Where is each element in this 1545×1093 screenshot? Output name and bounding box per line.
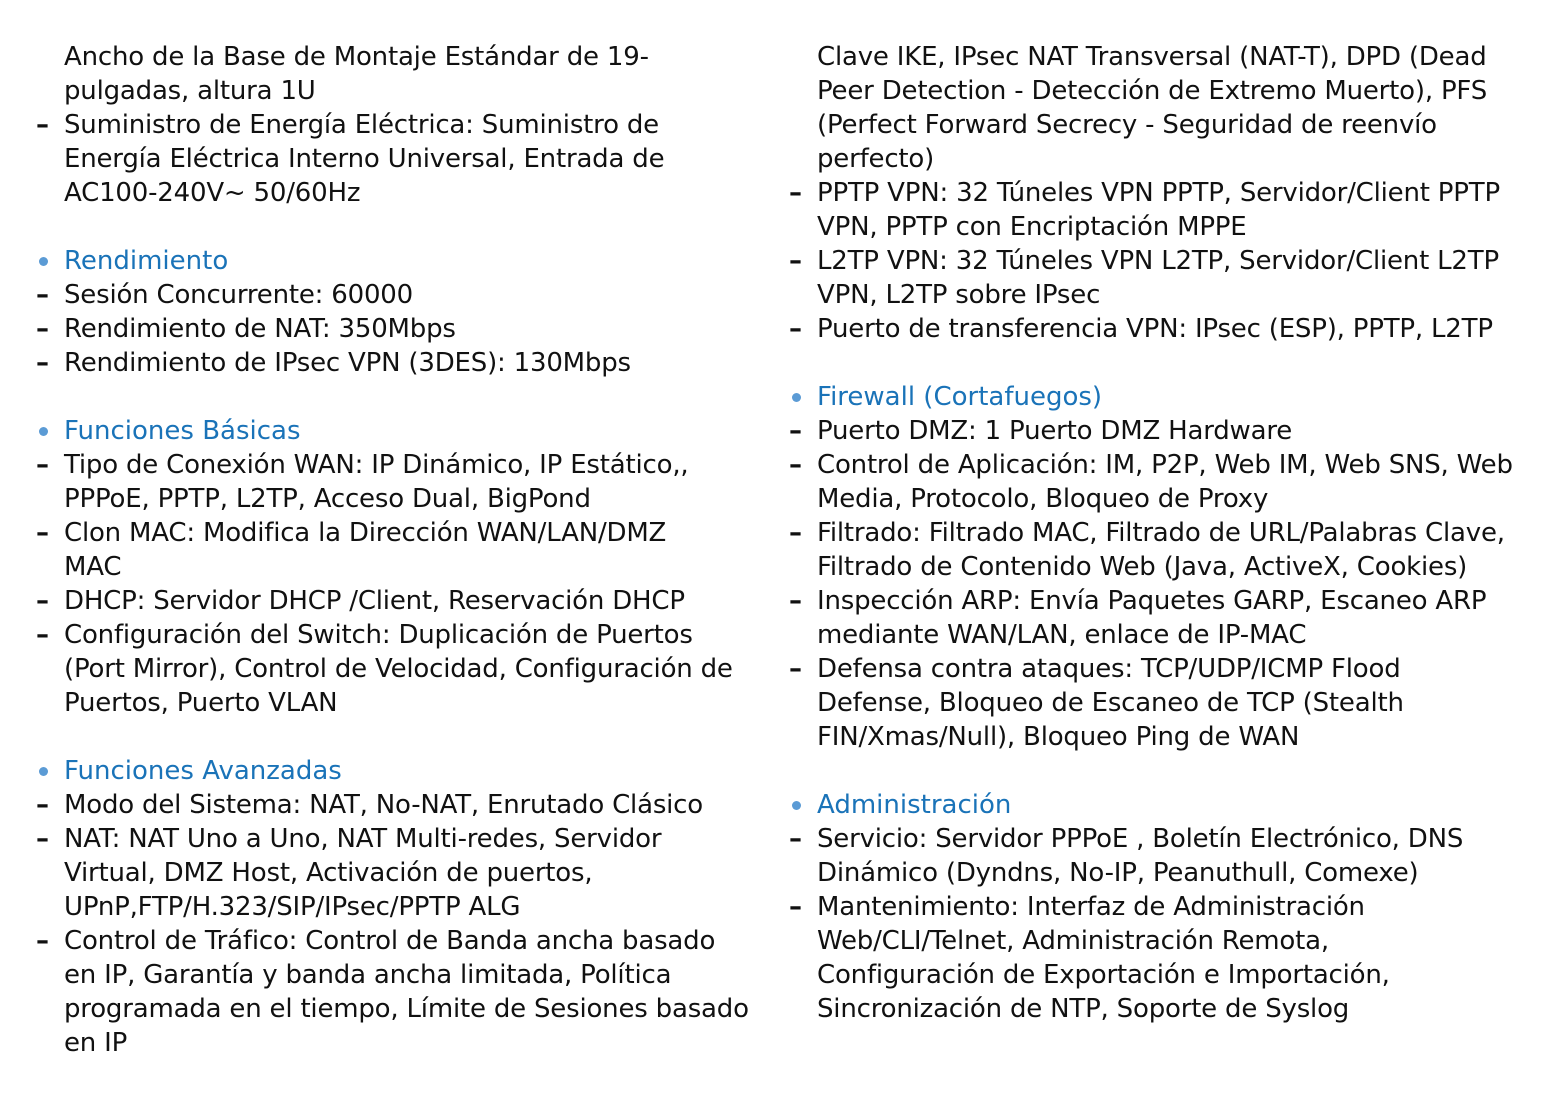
list-item: – Servicio: Servidor PPPoE , Boletín Electrónico, DNS	[787, 822, 1517, 856]
text-line: AC100-240V~ 50/60Hz	[64, 178, 361, 208]
section-heading-firewall: Firewall (Cortafuegos)	[787, 380, 1517, 414]
list-item: – Filtrado: Filtrado MAC, Filtrado de URL/Palabras Clave,	[787, 516, 1517, 550]
text-line: Configuración de Exportación e Importación,	[817, 960, 1390, 990]
list-item: – Tipo de Conexión WAN: IP Dinámico, IP Estático,,	[34, 448, 744, 482]
text-line: Energía Eléctrica Interno Universal, Entrada de	[64, 144, 665, 174]
text-line: Puertos, Puerto VLAN	[64, 688, 338, 718]
section-heading-administracion: Administración	[787, 788, 1517, 822]
list-item: – NAT: NAT Uno a Uno, NAT Multi-redes, Servidor	[34, 822, 744, 856]
bullet-icon	[792, 393, 801, 402]
list-item: – Clon MAC: Modifica la Dirección WAN/LAN/DMZ	[34, 516, 744, 550]
text-line: PPPoE, PPTP, L2TP, Acceso Dual, BigPond	[64, 484, 591, 514]
right-column	[787, 40, 1517, 1026]
bullet-icon	[39, 427, 48, 436]
text-line: VPN, PPTP con Encriptación MPPE	[817, 212, 1247, 242]
bullet-icon	[39, 257, 48, 266]
text-line: MAC	[64, 552, 122, 582]
text-line: (Port Mirror), Control de Velocidad, Configuración de	[64, 654, 733, 684]
text-line: Filtrado de Contenido Web (Java, ActiveX, Cookies)	[817, 552, 1468, 582]
list-item: – L2TP VPN: 32 Túneles VPN L2TP, Servidor/Client L2TP	[787, 244, 1517, 278]
list-item: – Control de Tráfico: Control de Banda ancha basado	[34, 924, 744, 958]
list-item: – Configuración del Switch: Duplicación de Puertos	[34, 618, 744, 652]
text-line: perfecto)	[817, 144, 935, 174]
list-item: – Inspección ARP: Envía Paquetes GARP, Escaneo ARP	[787, 584, 1517, 618]
text-line: Dinámico (Dyndns, No-IP, Peanuthull, Comexe)	[817, 858, 1419, 888]
list-item: – Rendimiento de NAT: 350Mbps	[34, 312, 744, 346]
list-item: – Mantenimiento: Interfaz de Administración	[787, 890, 1517, 924]
list-item: – Defensa contra ataques: TCP/UDP/ICMP Flood	[787, 652, 1517, 686]
list-item-power: – Suministro de Energía Eléctrica: Suministro de	[34, 108, 744, 142]
section-heading-funciones-basicas: Funciones Básicas	[34, 414, 744, 448]
text-line: pulgadas, altura 1U	[64, 76, 316, 106]
section-heading-funciones-avanzadas: Funciones Avanzadas	[34, 754, 744, 788]
list-item: – Puerto DMZ: 1 Puerto DMZ Hardware	[787, 414, 1517, 448]
list-item: – Sesión Concurrente: 60000	[34, 278, 744, 312]
text-line: VPN, L2TP sobre IPsec	[817, 280, 1101, 310]
text-line: (Perfect Forward Secrecy - Seguridad de reenvío	[817, 110, 1437, 140]
text-line: en IP, Garantía y banda ancha limitada, Política	[64, 960, 672, 990]
bullet-icon	[39, 767, 48, 776]
list-item: – Rendimiento de IPsec VPN (3DES): 130Mbps	[34, 346, 744, 380]
text-line: Media, Protocolo, Bloqueo de Proxy	[817, 484, 1269, 514]
bullet-icon	[792, 801, 801, 810]
text-line: FIN/Xmas/Null), Bloqueo Ping de WAN	[817, 722, 1300, 752]
list-item: – Puerto de transferencia VPN: IPsec (ESP), PPTP, L2TP	[787, 312, 1517, 346]
text-line: Peer Detection - Detección de Extremo Muerto), PFS	[817, 76, 1488, 106]
text-line: Ancho de la Base de Montaje Estándar de 19-	[64, 42, 649, 72]
text-line: mediante WAN/LAN, enlace de IP-MAC	[817, 620, 1307, 650]
text-line: Clave IKE, IPsec NAT Transversal (NAT-T), DPD (Dead	[817, 42, 1487, 72]
text-line: Defense, Bloqueo de Escaneo de TCP (Stealth	[817, 688, 1404, 718]
text-line: UPnP,FTP/H.323/SIP/IPsec/PPTP ALG	[64, 892, 521, 922]
text-line: Web/CLI/Telnet, Administración Remota,	[817, 926, 1329, 956]
section-heading-rendimiento: Rendimiento	[34, 244, 744, 278]
list-item: – Modo del Sistema: NAT, No-NAT, Enrutado Clásico	[34, 788, 744, 822]
text-line: Sincronización de NTP, Soporte de Syslog	[817, 994, 1350, 1024]
text-line: en IP	[64, 1028, 128, 1058]
list-item: – PPTP VPN: 32 Túneles VPN PPTP, Servidor/Client PPTP	[787, 176, 1517, 210]
list-item: – Control de Aplicación: IM, P2P, Web IM, Web SNS, Web	[787, 448, 1517, 482]
text-line: Virtual, DMZ Host, Activación de puertos,	[64, 858, 593, 888]
text-line: programada en el tiempo, Límite de Sesiones basado	[64, 994, 749, 1024]
list-item: – DHCP: Servidor DHCP /Client, Reservación DHCP	[34, 584, 744, 618]
left-column	[34, 40, 749, 1060]
